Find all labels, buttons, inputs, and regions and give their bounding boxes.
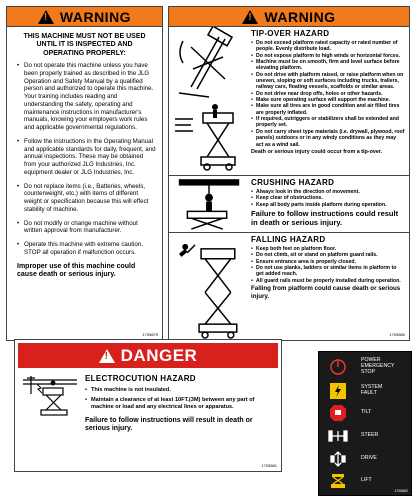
crushing-title: CRUSHING HAZARD <box>251 178 335 187</box>
crushing-section <box>169 175 409 232</box>
indicator-label: STEER <box>361 432 379 439</box>
warning-header <box>7 7 162 27</box>
danger-decal <box>14 339 282 472</box>
decal-part-number: 1705680 <box>389 332 405 337</box>
indicator-label: POWER EMERGENCY STOP <box>361 357 395 375</box>
crushing-bullets <box>251 189 405 208</box>
tipover-section <box>169 27 409 175</box>
falling-pictogram-icon <box>169 233 249 340</box>
danger-end: Failure to follow instructions will result in death or serious injury. <box>85 416 253 433</box>
warning-triangle-icon <box>38 10 54 24</box>
warning-header-text: WARNING <box>264 8 336 25</box>
danger-bullet: • Maintain a clearance of at least 10FT.(3M) between any part of machine or load and any electrical lines or apparatus. <box>85 397 275 411</box>
decal-part-number: 1705681 <box>261 463 277 468</box>
system-fault-indicator <box>327 382 382 400</box>
warning-decal-general <box>6 6 163 341</box>
fault-icon <box>327 382 349 400</box>
tipover-title: TIP-OVER HAZARD <box>251 29 330 38</box>
electrocution-pictogram-icon <box>21 374 79 419</box>
indicator-label: DRIVE <box>361 455 377 462</box>
power-emergency-stop-indicator <box>327 358 394 376</box>
falling-text <box>251 235 405 300</box>
warning-bullet: • Do not replace items (i.e., Batteries, wheels, counterweight, etc.) with items of different weight or specification because this will effect stability of machine. <box>17 183 156 214</box>
steer-icon <box>327 427 349 445</box>
falling-title: FALLING HAZARD <box>251 235 326 244</box>
control-panel-decal <box>318 351 412 496</box>
warning-triangle-icon <box>242 10 258 24</box>
tipover-bullet: • Do not expose platform to high winds or horizontal forces. <box>251 53 405 59</box>
tipover-bullet: • Make sure operating surface will support the machine. <box>251 97 405 103</box>
falling-bullet: • Do not climb, sit or stand on platform guard rails. <box>251 252 405 258</box>
tipover-text <box>251 29 405 155</box>
steer-indicator <box>327 427 378 445</box>
danger-title: ELECTROCUTION HAZARD <box>85 374 196 383</box>
warning-bullet: • Do not modify or change machine without written approval from manufacturer. <box>17 220 156 236</box>
tilt-icon <box>327 404 349 422</box>
crushing-pictogram-icon <box>169 176 249 232</box>
warning-bullet: • Do not operate this machine unless you have been properly trained as described in the JLG Operation and Safety Manual by a qualified person and authorized to operate this machine. Your training includes reading and understanding the safety, operating and maintenance instructions in manufacturer's manuals, knowing your employers work rules and applicable governmental regulations. <box>17 62 156 132</box>
falling-section <box>169 232 409 340</box>
crushing-text <box>251 178 405 227</box>
warning-header-text: WARNING <box>59 8 132 25</box>
danger-header-text: DANGER <box>120 345 198 365</box>
indicator-label: SYSTEM FAULT <box>361 384 383 396</box>
tilt-indicator <box>327 404 371 422</box>
tipover-bullet: • Make sure all tires are in good condition and air filled tires are properly inflated. <box>251 103 405 116</box>
lift-icon <box>327 472 349 490</box>
tipover-bullet: • Do not carry sheet type materials (i.e. drywall, plywood, roof panels) outdoors or in any windy conditions as they may act as a wind sail. <box>251 129 405 148</box>
warning-bullet: • Follow the instructions in the Operating Manual and applicable standards for daily, frequent, and annual inspections. These may be obtained from your authorized JLG Industries, Inc. equipment dealer or JLG Industries, Inc. <box>17 138 156 177</box>
warning-decal-hazards <box>168 6 410 341</box>
tipover-bullets <box>251 40 405 148</box>
indicator-label: LIFT <box>361 477 372 484</box>
danger-text <box>85 374 275 434</box>
power-icon <box>327 358 349 376</box>
crushing-bullet: • Always look in the direction of movement. <box>251 189 405 195</box>
drive-indicator <box>327 450 377 468</box>
falling-bullets <box>251 246 405 284</box>
warning-bullet-list <box>7 62 162 257</box>
decal-part-number: 1705679 <box>142 332 158 337</box>
falling-bullet: • Ensure entrance area is properly closed. <box>251 259 405 265</box>
tipover-end: Death or serious injury could occur from a tip-over. <box>251 148 383 155</box>
decal-part-number: 1705682 <box>394 489 408 493</box>
danger-header <box>18 343 278 368</box>
tipover-bullet: • Do not exceed platform rated capacity or rated number of people. Evenly distribute load. <box>251 40 405 53</box>
indicator-label: TILT <box>361 409 372 416</box>
warning-header <box>169 7 409 27</box>
lift-indicator <box>327 472 372 490</box>
drive-icon <box>327 450 349 468</box>
danger-bullets <box>85 387 275 411</box>
danger-bullet: • This machine is not insulated. <box>85 387 275 394</box>
danger-triangle-icon <box>99 349 115 363</box>
crushing-end: Failure to follow instructions could result in death or serious injury. <box>251 209 399 228</box>
tipover-pictogram-icon <box>169 27 249 175</box>
warning-bullet: • Operate this machine with extreme caution. STOP all operation if malfunction occurs. <box>17 241 156 257</box>
tipover-bullet: • Do not drive near drop offs, holes or other hazards. <box>251 91 405 97</box>
crushing-bullet: • Keep all body parts inside platform during operation. <box>251 202 405 208</box>
warning-closing: Improper use of this machine could cause death or serious injury. <box>17 262 136 279</box>
falling-end: Falling from platform could cause death or serious injury. <box>251 285 401 300</box>
crushing-bullet: • Keep clear of obstructions. <box>251 195 405 201</box>
tipover-bullet: • Do not drive with platform raised, or raise platform when on uneven, sloping or soft surfaces including trucks, trailers, railway cars, floating vessels, scaffolds or similar areas. <box>251 72 405 91</box>
falling-bullet: • Do not use planks, ladders or similar items in platform to get added reach. <box>251 265 405 278</box>
tipover-bullet: • If required, outriggers or stabilizers shall be extended and properly set. <box>251 116 405 129</box>
falling-bullet: • Keep both feet on platform floor. <box>251 246 405 252</box>
falling-bullet: • All guard rails must be properly installed during operation. <box>251 278 405 284</box>
tipover-bullet: • Machine must be on smooth, firm and level surface before elevating platform. <box>251 59 405 72</box>
warning-lead: THIS MACHINE MUST NOT BE USED UNTIL IT IS INSPECTED AND OPERATING PROPERLY: <box>23 33 146 57</box>
